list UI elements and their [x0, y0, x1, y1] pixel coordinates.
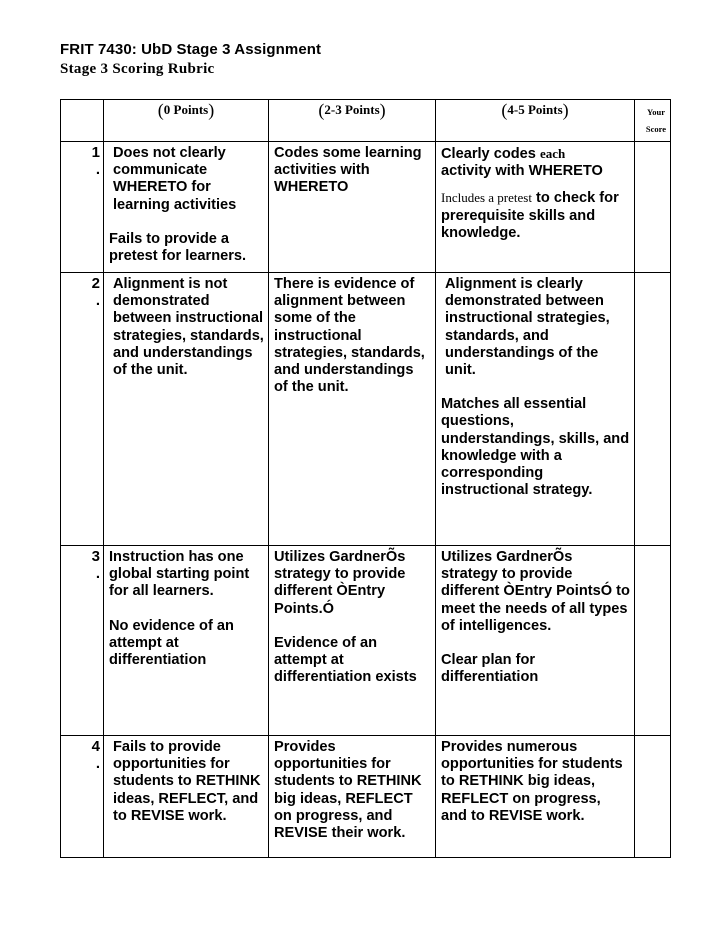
criteria-0-points: Instruction has one global starting point for all learners. No evidence of an attempt at differentiation — [104, 546, 269, 736]
header-4-5-points-label: 4-5 Points — [507, 102, 563, 117]
rubric-row-3 — [61, 546, 671, 736]
criteria-0-points: Fails to provide opportunities for students to RETHINK ideas, REFLECT, and to REVISE work. — [104, 736, 269, 858]
your-score-cell — [635, 273, 671, 546]
criteria-2-3-points: There is evidence of alignment between some of the instructional strategies, standards, and understandings of the unit. — [269, 273, 436, 546]
criteria-4-5-points: Utilizes GardnerÕs strategy to provide different ÒEntry PointsÓ to meet the needs of all types of intelligences. Clear plan for differentiation — [436, 546, 635, 736]
criteria-4-5-points: Alignment is clearly demonstrated between instructional strategies, standards, and understandings of the unit. Matches all essential questions, understandings, skills, and knowledge with a corresponding instructional strategy. — [436, 273, 635, 546]
your-score-cell — [635, 546, 671, 736]
document-title: FRIT 7430: UbD Stage 3 Assignment — [60, 41, 322, 58]
criteria-2-3-points: Provides opportunities for students to RETHINK big ideas, REFLECT on progress, and REVISE their work. — [269, 736, 436, 858]
criteria-4-5-points: Clearly codes each activity with WHERETO Includes a pretest to check for prerequisite skills and knowledge. — [436, 142, 635, 273]
criteria-0-points: Alignment is not demonstrated between instructional strategies, standards, and understandings of the unit. — [104, 273, 269, 546]
header-your-score: Your Score — [635, 100, 671, 142]
row-number: 3 . — [61, 546, 104, 736]
header-row — [61, 100, 671, 142]
your-score-cell — [635, 142, 671, 273]
header-0-points: (0 Points) — [104, 100, 269, 142]
header-number-cell — [61, 100, 104, 142]
header-0-points-label: 0 Points — [163, 102, 209, 117]
header-2-3-points: (2-3 Points) — [269, 100, 436, 142]
rubric-row-1 — [61, 142, 671, 273]
scoring-rubric-table — [60, 99, 671, 858]
criteria-2-3-points: Codes some learning activities with WHERETO — [269, 142, 436, 273]
header-4-5-points: (4-5 Points) — [436, 100, 635, 142]
your-score-cell — [635, 736, 671, 858]
criteria-0-points: Does not clearly communicate WHERETO for learning activities Fails to provide a pretest for learners. — [104, 142, 269, 273]
row-number: 2 . — [61, 273, 104, 546]
row-number: 1 . — [61, 142, 104, 273]
document-subtitle: Stage 3 Scoring Rubric — [60, 61, 215, 77]
rubric-row-2 — [61, 273, 671, 546]
rubric-row-4 — [61, 736, 671, 858]
row-number: 4 . — [61, 736, 104, 858]
criteria-2-3-points: Utilizes GardnerÕs strategy to provide different ÒEntry Points.Ó Evidence of an attempt at differentiation exists — [269, 546, 436, 736]
header-2-3-points-label: 2-3 Points — [324, 102, 380, 117]
criteria-4-5-points: Provides numerous opportunities for students to RETHINK big ideas, REFLECT on progress, and to REVISE work. — [436, 736, 635, 858]
